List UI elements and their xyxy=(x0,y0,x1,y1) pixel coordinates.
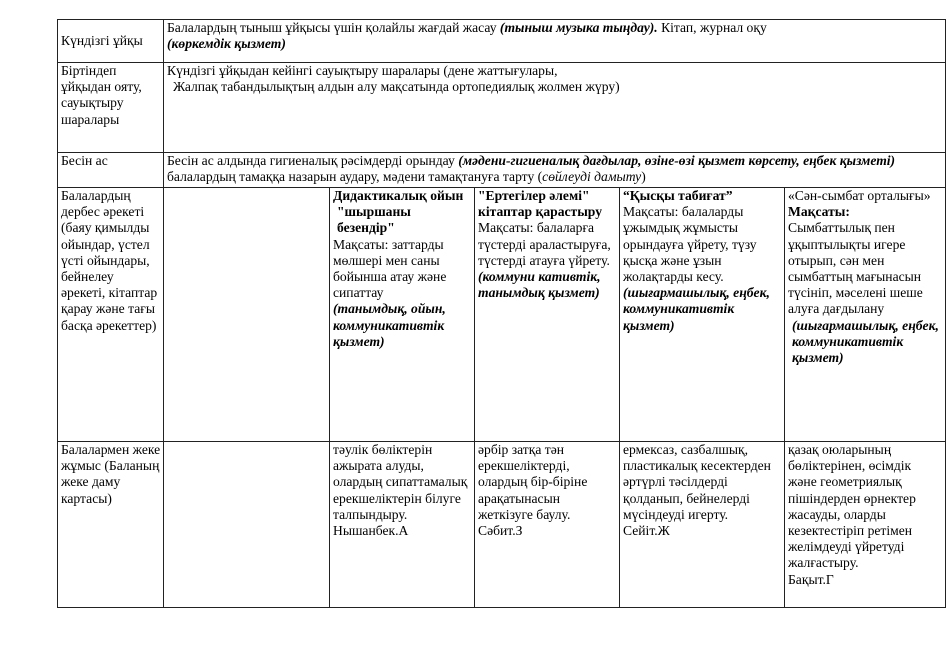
activity-tue-title: Дидактикалық ойын xyxy=(333,188,464,203)
row-snack xyxy=(58,153,946,188)
activity-wed-title: "Ертегілер әлемі" кітаптар қарастыру xyxy=(478,188,602,220)
wakeup-content-cell xyxy=(164,63,946,153)
individual-thu-text: ермексаз, сазбалшық, пластикалық кесектерден әртүрлі тәсілдерді қолданып, бейнелерді мүсіндеуді игерту. xyxy=(623,442,771,522)
nap-content-cell xyxy=(164,20,946,63)
individual-thu-cell xyxy=(620,442,785,608)
activity-label: Балалардың дербес әрекеті (баяу қимылды ойындар, үстел үсті ойындары, бейнелеу әрекеті, кітаптар қарау және тағы басқа әрекеттер) xyxy=(61,188,158,333)
wakeup-line-1: Күндізгі ұйқыдан кейінгі сауықтыру шаралары (дене жаттығулары, xyxy=(167,63,558,78)
individual-thu-name: Сейіт.Ж xyxy=(623,523,670,539)
individual-label-cell xyxy=(58,442,164,608)
activity-label-cell xyxy=(58,188,164,442)
wakeup-label-cell xyxy=(58,63,164,153)
activity-fri-cell xyxy=(785,188,946,442)
nap-label: Күндізгі ұйқы xyxy=(61,32,143,48)
wakeup-line-2: Жалпақ табандылықтың алдын алу мақсатында ортопедиялық жолмен жүру) xyxy=(173,79,620,95)
individual-wed-cell xyxy=(475,442,620,608)
nap-bold-note: (тыныш музыка тыңдау). xyxy=(499,20,658,35)
activity-tue-text: Мақсаты: заттарды мөлшері мен саны бойынша атау және сипаттау xyxy=(333,236,447,301)
row-nap xyxy=(58,20,946,63)
individual-label: Балалармен жеке жұмыс (Баланың жеке даму картасы) xyxy=(61,442,161,506)
activity-fri-title: «Сән-сымбат орталығы» xyxy=(788,188,931,203)
snack-label-cell xyxy=(58,153,164,188)
snack-content-cell xyxy=(164,153,946,188)
individual-fri-text: қазақ оюларының бөліктерінен, өсімдік және геометриялық пішіндерден өрнектер жасауды, оларды кезектестіріп ретімен желімдеуді үйретуді жалғастыру. xyxy=(788,442,916,571)
individual-tue-name: Нышанбек.А xyxy=(333,523,409,539)
row-wakeup xyxy=(58,63,946,153)
row-individual xyxy=(58,442,946,608)
activity-wed-note: (коммуни кативтік, танымдық қызмет) xyxy=(478,269,601,301)
activity-thu-cell xyxy=(620,188,785,442)
daily-plan-table xyxy=(57,19,946,608)
activity-thu-title: “Қысқы табиғат” xyxy=(623,188,733,203)
individual-fri-cell xyxy=(785,442,946,608)
activity-tue-note: (танымдық, ойын, коммуникативтік қызмет) xyxy=(333,301,446,349)
activity-fri-goal-label: Мақсаты: xyxy=(788,204,850,220)
snack-bold-note: (мәдени-гигиеналық дағдылар, өзіне-өзі қызмет көрсету, еңбек қызметі) xyxy=(458,153,896,168)
nap-label-cell xyxy=(58,20,164,63)
activity-wed-cell xyxy=(475,188,620,442)
snack-text-3: ) xyxy=(641,169,646,185)
activity-tue-subtitle: "шыршаны безендір" xyxy=(337,204,411,236)
activity-fri-text: Сымбаттылық пен ұқыптылықты игере отырып, сән мен сымбаттың мағынасын түсініп, мәселені шеше алуға дағдылану xyxy=(788,220,923,317)
wakeup-label: Біртіндеп ұйқыдан ояту, сауықтыру шаралары xyxy=(61,63,142,127)
activity-mon-cell xyxy=(164,188,330,442)
activity-tue-cell xyxy=(330,188,475,442)
individual-fri-name: Бақыт.Г xyxy=(788,571,834,587)
activity-fri-note: (шығармашылық, еңбек, коммуникативтік қызмет) xyxy=(792,317,939,366)
nap-text-2: Кітап, журнал оқу xyxy=(657,20,767,35)
activity-thu-text: Мақсаты: балаларды ұжымдық жұмысты орындауға үйрету, түзу қысқа және ұзын жолақтарды кесу. xyxy=(623,204,757,285)
individual-wed-name: Сәбит.З xyxy=(478,523,523,539)
row-activity xyxy=(58,188,946,442)
snack-text: Бесін ас алдында гигиеналық рәсімдерді орындау xyxy=(167,153,459,168)
individual-tue-cell xyxy=(330,442,475,608)
individual-tue-text: тәулік бөліктерін ажырата алуды, олардың сипаттамалық ерекшеліктерін білуге талпындыру. xyxy=(333,442,468,522)
individual-mon-cell xyxy=(164,442,330,608)
snack-label: Бесін ас xyxy=(61,153,108,168)
snack-italic-note: сөйлеуді дамыту xyxy=(542,169,642,185)
activity-thu-note: (шығармашылық, еңбек, коммуникативтік қызмет) xyxy=(623,285,770,333)
individual-wed-text: әрбір затқа тән ерекшеліктерді, олардың бір-біріне арақатынасын жеткізуге баулу. xyxy=(478,442,588,522)
nap-text: Балалардың тыныш ұйқысы үшін қолайлы жағдай жасау xyxy=(167,20,500,35)
activity-wed-text: Мақсаты: балаларға түстерді араластыруға, түстерді атауға үйрету. xyxy=(478,220,611,268)
nap-activity-note: (көркемдік қызмет) xyxy=(167,36,286,52)
snack-text-2: балалардың тамаққа назарын аудару, мәдени тамақтануға тарту ( xyxy=(167,169,543,185)
